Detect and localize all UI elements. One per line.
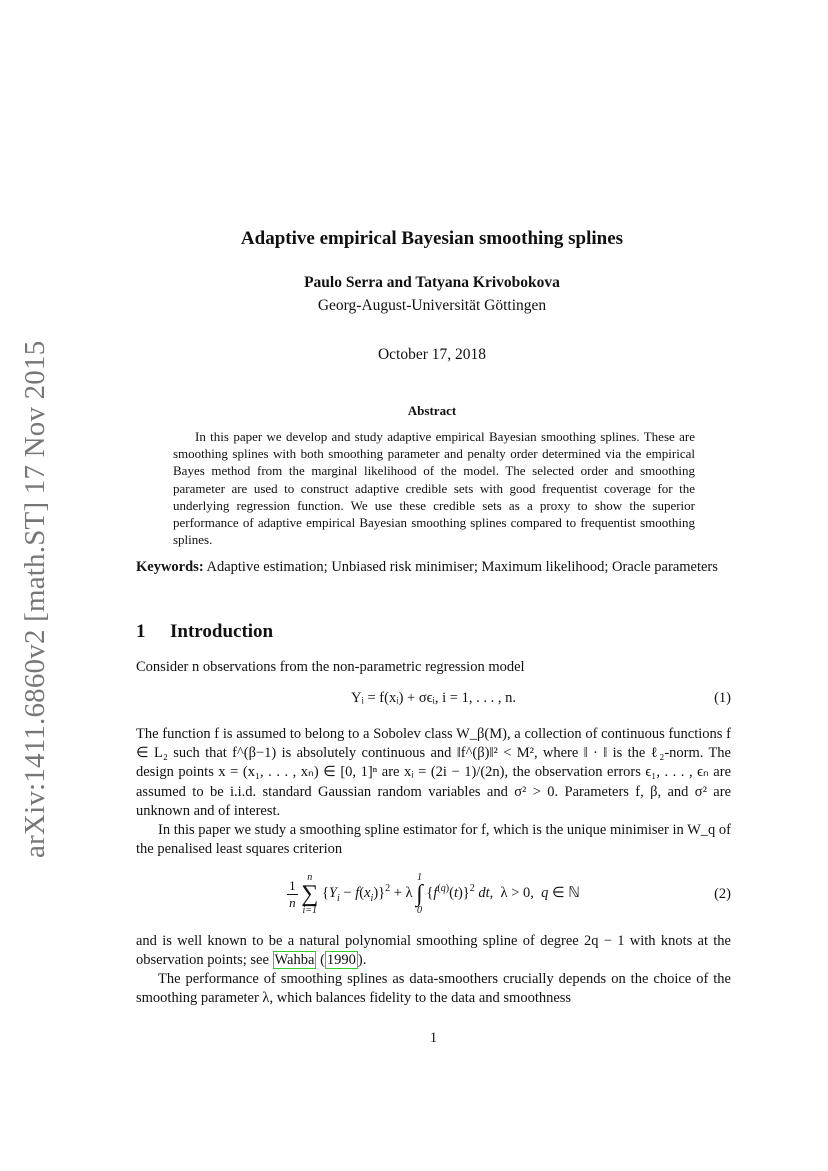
paper-authors: Paulo Serra and Tatyana Krivobokova [304,274,560,291]
paragraph-3: In this paper we study a smoothing spline estimator for f, which is the unique minimiser in W_q of the penalised least squares criterion [136,822,731,858]
arxiv-identifier: arXiv:1411.6860v2 [math.ST] 17 Nov 2015 [19,340,51,858]
section-title: Introduction [170,621,274,642]
paragraph-4-end: . [362,952,367,969]
equation-1-tag: (1) [714,690,731,706]
equation-2-body: $\frac{1}{n}$ n ∑ i=1 $\{Y_i - f(x_i)\}^2 + \lambda$ 1 ∫ 0 $\{f^{(q)}(t)\}^2$ dt, λ > 0, q ∈ ℕ [289,872,580,916]
paper-affiliation: Georg-August-Universität Göttingen [317,297,547,314]
section-heading [136,621,273,643]
paragraph-2: The function f is assumed to belong to a Sobolev class W_β(M), a collection of continuous functions f ∈ L₂ such that f^(β−1) is absolutely continuous and ‖f^(β)‖² < M², where ‖ · ‖ is the ℓ₂-norm. The design points x = (x₁, . . . , xₙ) ∈ [0, 1]ⁿ are xᵢ = (2i − 1)/(2n), the observation errors ϵ₁, . . . , ϵₙ are assumed to be i.i.d. standard Gaussian random variables and σ² > 0. Parameters f, β, and σ² are unknown and of interest. [136,726,731,819]
abstract-heading: Abstract [407,403,457,418]
keywords-label: Keywords: [136,559,204,575]
paper-date: October 17, 2018 [377,346,487,363]
equation-2-fraction: $\frac{1}{n}$ [289,877,296,910]
paragraph-4: and is well known to be a natural polynomial smoothing spline of degree 2q − 1 with knots at the observation points; see Wahba ( 1990 ). [136,933,731,969]
paragraph-1: Consider n observations from the non-parametric regression model [136,659,525,675]
equation-2 [136,872,731,920]
equation-2-integral: 1 ∫ 0 [416,872,423,916]
equation-2-sum: n ∑ i=1 [301,872,319,916]
equation-1-body: Yᵢ = f(xᵢ) + σϵᵢ, i = 1, . . . , n. [351,690,516,706]
keywords [136,558,728,578]
equation-2-tag: (2) [714,886,731,902]
paper-title: Adaptive empirical Bayesian smoothing splines [240,228,624,249]
paragraph-4-text: and is well known to be a natural polynomial smoothing spline of degree 2q − 1 with knots at the observation points; see [136,933,731,969]
citation-link-author[interactable]: Wahba [274,952,315,969]
citation-link-year[interactable]: 1990 [326,952,356,969]
section-number: 1 [136,621,146,642]
keywords-text: Adaptive estimation; Unbiased risk minimiser; Maximum likelihood; Oracle parameters [206,559,718,575]
page-number: 1 [429,1030,438,1046]
equation-1 [136,690,731,712]
paragraph-5: The performance of smoothing splines as data-smoothers crucially depends on the choice of the smoothing parameter λ, which balances fidelity to the data and smoothness [136,971,731,1007]
abstract-text: In this paper we develop and study adaptive empirical Bayesian smoothing splines. These are smoothing splines with both smoothing parameter and penalty order determined via the empirical Bayes method from the marginal likelihood of the model. The selected order and smoothing parameter are used to construct adaptive credible sets with good frequentist coverage for the underlying regression function. We use these credible sets as a proxy to show the superior performance of adaptive empirical Bayesian smoothing splines compared to frequentist smoothing splines. [173,429,695,548]
